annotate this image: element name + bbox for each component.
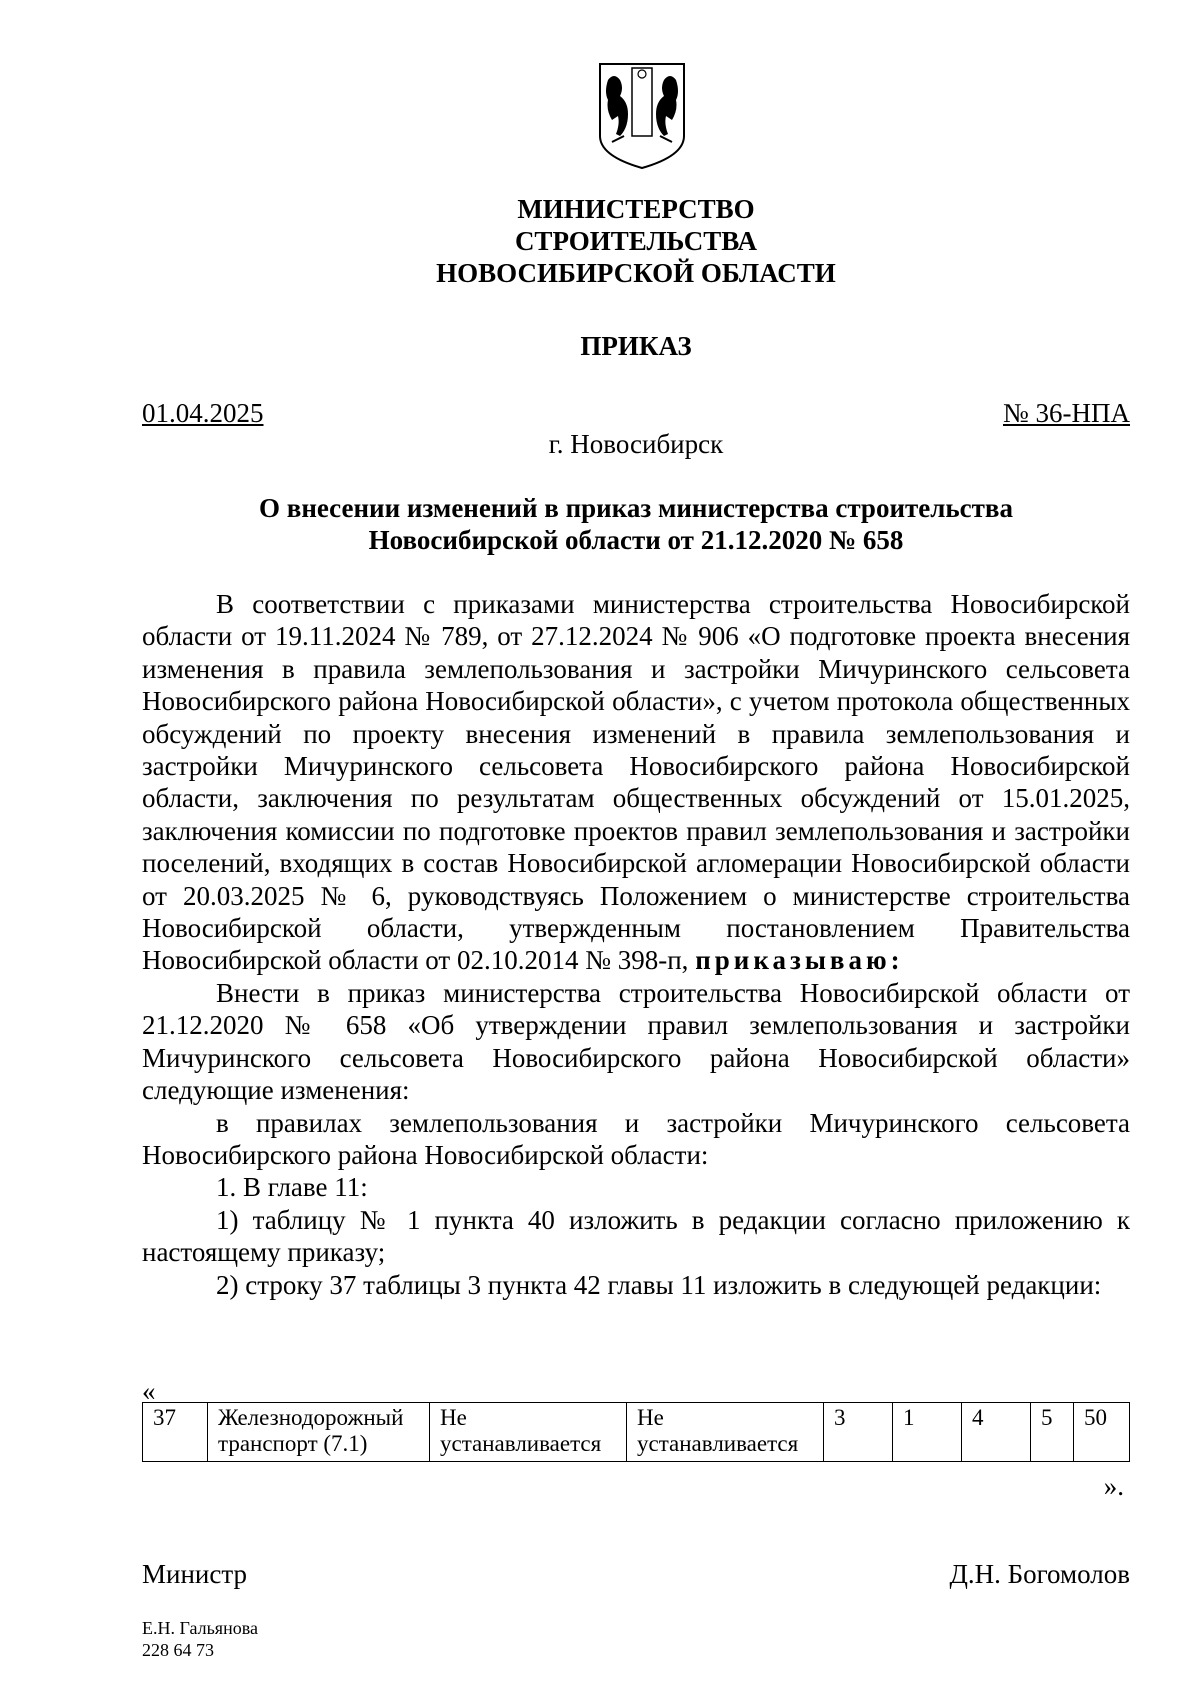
document-type: ПРИКАЗ — [580, 331, 692, 361]
paragraph-item-2: 2) строку 37 таблицы 3 пункта 42 главы 11 изложить в следующей редакции: — [216, 1269, 1102, 1300]
table-cell-value-4: 5 — [1031, 1403, 1074, 1462]
table-cell-value-3: 4 — [962, 1403, 1031, 1462]
document-number: № 36-НПА — [1003, 398, 1130, 428]
paragraph-item-1: 1) таблицу № 1 пункта 40 изложить в редакции согласно приложению к настоящему приказу; — [142, 1204, 1130, 1268]
order-keyword: приказываю: — [695, 945, 904, 976]
signatory-position: Министр — [142, 1559, 247, 1589]
table-cell-value-2: 1 — [893, 1403, 962, 1462]
table-row — [143, 1403, 1130, 1462]
executor-name: Е.Н. Гальянова — [142, 1618, 258, 1638]
document-title-line-2: Новосибирской области от 21.12.2020 № 658 — [368, 525, 904, 555]
coat-of-arms-emblem — [594, 60, 690, 170]
quote-open: « — [142, 1376, 156, 1406]
amended-table-row — [142, 1402, 1130, 1462]
table-cell-min-area: Не устанавливается — [430, 1403, 627, 1462]
executor-phone: 228 64 73 — [142, 1640, 214, 1660]
paragraph-preamble — [142, 588, 1130, 977]
signatory-name: Д.Н. Богомолов — [949, 1559, 1130, 1589]
paragraph-chapter: 1. В главе 11: — [216, 1172, 368, 1203]
table-cell-number: 37 — [143, 1403, 208, 1462]
paragraph-amend: Внести в приказ министерства строительства Новосибирской области от 21.12.2020 № 658 «Об утверждении правил землепользования и застройки Мичуринского сельсовета Новосибирского района Новосибирской области» следующие изменения: — [142, 977, 1130, 1106]
ministry-name-line-2: СТРОИТЕЛЬСТВА — [514, 226, 758, 256]
document-date: 01.04.2025 — [142, 398, 264, 428]
document-title — [0, 492, 1200, 556]
ministry-name — [0, 193, 1200, 289]
ministry-name-line-3: НОВОСИБИРСКОЙ ОБЛАСТИ — [436, 258, 836, 288]
preamble-text: В соответствии с приказами министерства строительства Новосибирской области от 19.11.2024 № 789, от 27.12.2024 № 906 «О подготовке проекта внесения изменения в правила землепользования и застройки Мичуринского сельсовета Новосибирского района Новосибирской области», с учетом протокола общественных обсуждений по проекту внесения изменений в правила землепользования и застройки Мичуринского сельсовета Новосибирского района Новосибирской области, заключения по результатам общественных обсуждений от 15.01.2025, заключения комиссии по подготовке проектов правил землепользования и застройки поселений, входящих в состав Новосибирской агломерации Новосибирской области от 20.03.2025 № 6, руководствуясь Положением о министерстве строительства Новосибирской области, утвержденным постановлением Правительства Новосибирской области от 02.10.2014 № 398-п, — [142, 589, 1130, 976]
table-cell-use-type: Железнодорожный транспорт (7.1) — [208, 1403, 430, 1462]
executor-info — [142, 1617, 258, 1661]
paragraph-rules: в правилах землепользования и застройки Мичуринского сельсовета Новосибирского района Новосибирской области: — [142, 1107, 1130, 1170]
ministry-name-line-1: МИНИСТЕРСТВО — [517, 194, 755, 224]
document-city: г. Новосибирск — [548, 429, 724, 459]
table-cell-value-1: 3 — [824, 1403, 893, 1462]
quote-close: ». — [1103, 1471, 1124, 1501]
table-cell-value-5: 50 — [1074, 1403, 1130, 1462]
document-body — [142, 588, 1130, 1301]
document-title-line-1: О внесении изменений в приказ министерства строительства — [258, 493, 1014, 523]
table-cell-max-area: Не устанавливается — [627, 1403, 824, 1462]
